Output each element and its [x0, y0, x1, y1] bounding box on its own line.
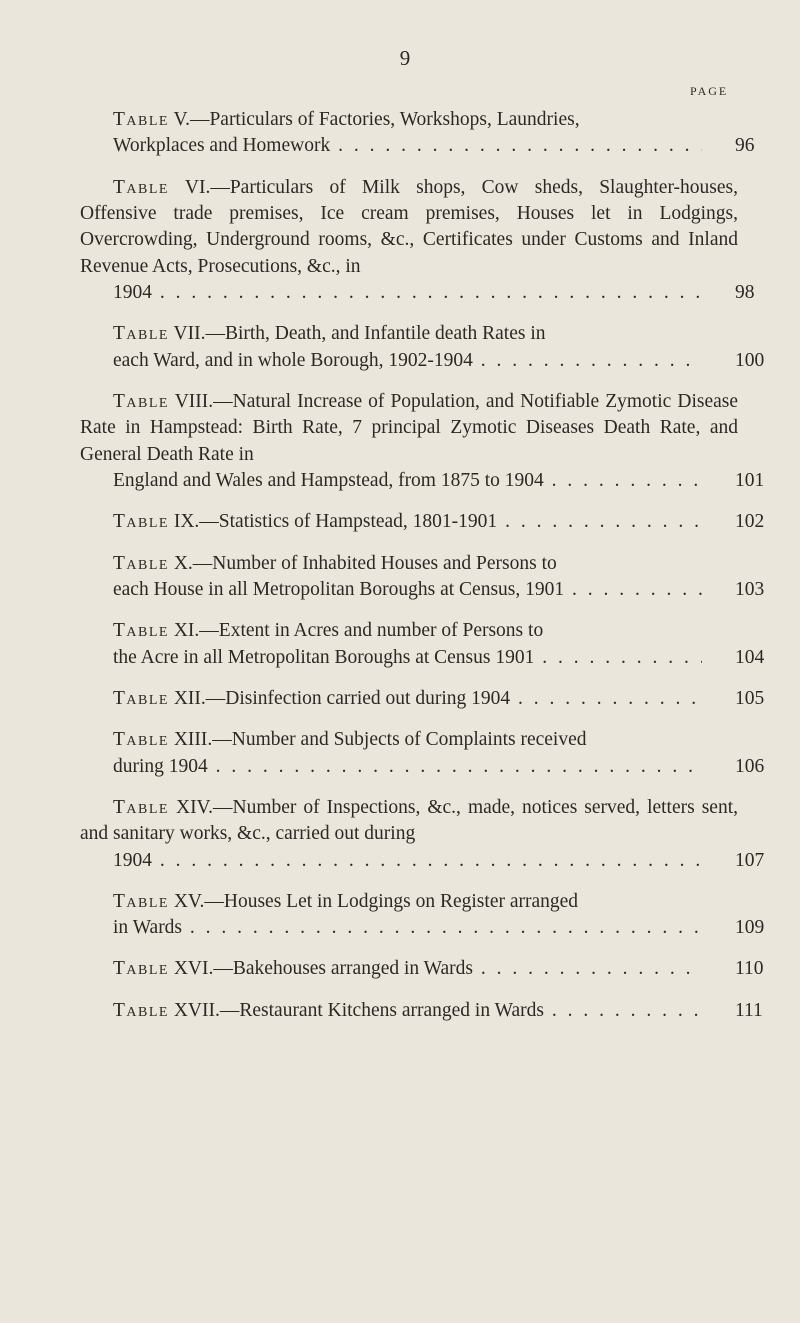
entry-text: X.—Number of Inhabited Houses and Persons to [173, 552, 557, 574]
entry-label: Table [113, 796, 169, 818]
entry-last-line [80, 686, 765, 712]
entry-label: Table [113, 391, 169, 413]
entry-last-line [80, 848, 765, 874]
entry-last-line-text: the Acre in all Metropolitan Boroughs at Census 1901 . . . [80, 645, 702, 671]
entry-label: Table [113, 958, 169, 980]
toc-entry [80, 956, 764, 982]
page-number: 9 [399, 46, 411, 70]
entry-last-line-text: Workplaces and Homework . . . [80, 133, 702, 159]
entry-last-line [80, 348, 765, 374]
toc-entry [80, 618, 765, 671]
entry-page-number: 98 [735, 282, 755, 304]
entry-last-line-text [80, 686, 702, 712]
entry-last-line [80, 133, 755, 159]
entry-text: XIII.—Number and Subjects of Complaints received [173, 729, 587, 751]
toc-entry [80, 889, 765, 942]
entry-last-line-text [80, 509, 702, 535]
entry-last-line-text: each House in all Metropolitan Boroughs at Census, 1901 . . . [80, 577, 702, 603]
toc-entry [80, 509, 765, 535]
entry-label: Table [113, 552, 169, 574]
entry-text: XV.—Houses Let in Lodgings on Register arranged [173, 890, 579, 912]
toc-entry [80, 321, 765, 374]
entry-page-number: 104 [735, 646, 765, 668]
page-column-label: PAGE [690, 84, 729, 98]
entry-last-line-text: England and Wales and Hampstead, from 1875 to 1904 . . . [80, 468, 702, 494]
entry-last-line [80, 468, 765, 494]
entry-page-number: 103 [735, 579, 765, 601]
entry-page-number: 105 [735, 687, 765, 709]
entry-text: VII.—Birth, Death, and Infantile death Rates in [173, 323, 546, 345]
entry-page-number: 96 [735, 135, 755, 157]
entry-label: Table [113, 890, 169, 912]
entry-label: Table [113, 109, 169, 130]
toc-entry [80, 998, 763, 1024]
entry-title: IX.—Statistics of Hampstead, 1801-1901 [173, 511, 498, 533]
toc-entry [80, 551, 765, 604]
toc-entry [80, 686, 765, 712]
entry-label: Table [113, 687, 169, 709]
entry-last-line-text: each Ward, and in whole Borough, 1902-1904 . . . [80, 348, 702, 374]
entry-text: VIII.—Natural Increase of Population, and Notifiable Zymotic Disease Rate in Hampstead: Birth Rate, 7 principal Zymotic Diseases Death Rate, and General Death Rate in [80, 391, 738, 465]
entry-last-line [80, 998, 763, 1024]
entry-last-line [80, 509, 765, 535]
entry-text: VI.—Particulars of Milk shops, Cow sheds, Slaughter-houses, Offensive trade premises, Ice cream premises, Houses let in Lodgings, Overcrowding, Underground rooms, &c., Certificates under Customs and Inland Revenue Acts, Prosecutions, &c., in [80, 176, 738, 277]
table-of-contents [80, 107, 765, 1039]
entry-text: V.—Particulars of Factories, Workshops, Laundries, [173, 109, 580, 130]
entry-page-number: 111 [735, 999, 763, 1021]
entry-text: XIV.—Number of Inspections, &c., made, notices served, letters sent, and sanitary works, &c., carried out during [80, 796, 739, 845]
entry-last-line-text [80, 956, 702, 982]
entry-last-line-text: in Wards . . . [80, 915, 702, 941]
entry-last-line [80, 754, 765, 780]
toc-entry [80, 389, 765, 495]
entry-page-number: 109 [735, 917, 765, 939]
entry-text: XI.—Extent in Acres and number of Persons to [173, 620, 544, 642]
entry-last-line-text: during 1904 . . . [80, 754, 702, 780]
toc-entry [80, 107, 755, 160]
entry-last-line [80, 280, 755, 306]
entry-label: Table [113, 729, 169, 751]
entry-title: XVII.—Restaurant Kitchens arranged in Wards [173, 999, 544, 1021]
entry-label: Table [113, 999, 169, 1021]
entry-last-line [80, 645, 765, 671]
entry-title: XVI.—Bakehouses arranged in Wards [173, 958, 473, 980]
entry-page-number: 100 [735, 349, 765, 371]
entry-last-line-text: 1904 . . . [80, 280, 702, 306]
entry-label: Table [113, 323, 169, 345]
entry-page-number: 102 [735, 511, 765, 533]
entry-last-line [80, 915, 765, 941]
entry-page-number: 110 [735, 958, 764, 980]
entry-page-number: 106 [735, 755, 765, 777]
toc-entry [80, 795, 765, 874]
entry-page-number: 107 [735, 849, 765, 871]
toc-entry [80, 727, 765, 780]
entry-label: Table [113, 620, 169, 642]
entry-label: Table [113, 176, 169, 198]
entry-last-line [80, 956, 764, 982]
entry-last-line-text: 1904 . . . [80, 848, 702, 874]
entry-title: XII.—Disinfection carried out during 1904 [173, 687, 511, 709]
entry-last-line [80, 577, 765, 603]
entry-last-line-text [80, 998, 702, 1024]
entry-page-number: 101 [735, 470, 765, 492]
entry-label: Table [113, 511, 169, 533]
toc-entry [80, 175, 755, 307]
